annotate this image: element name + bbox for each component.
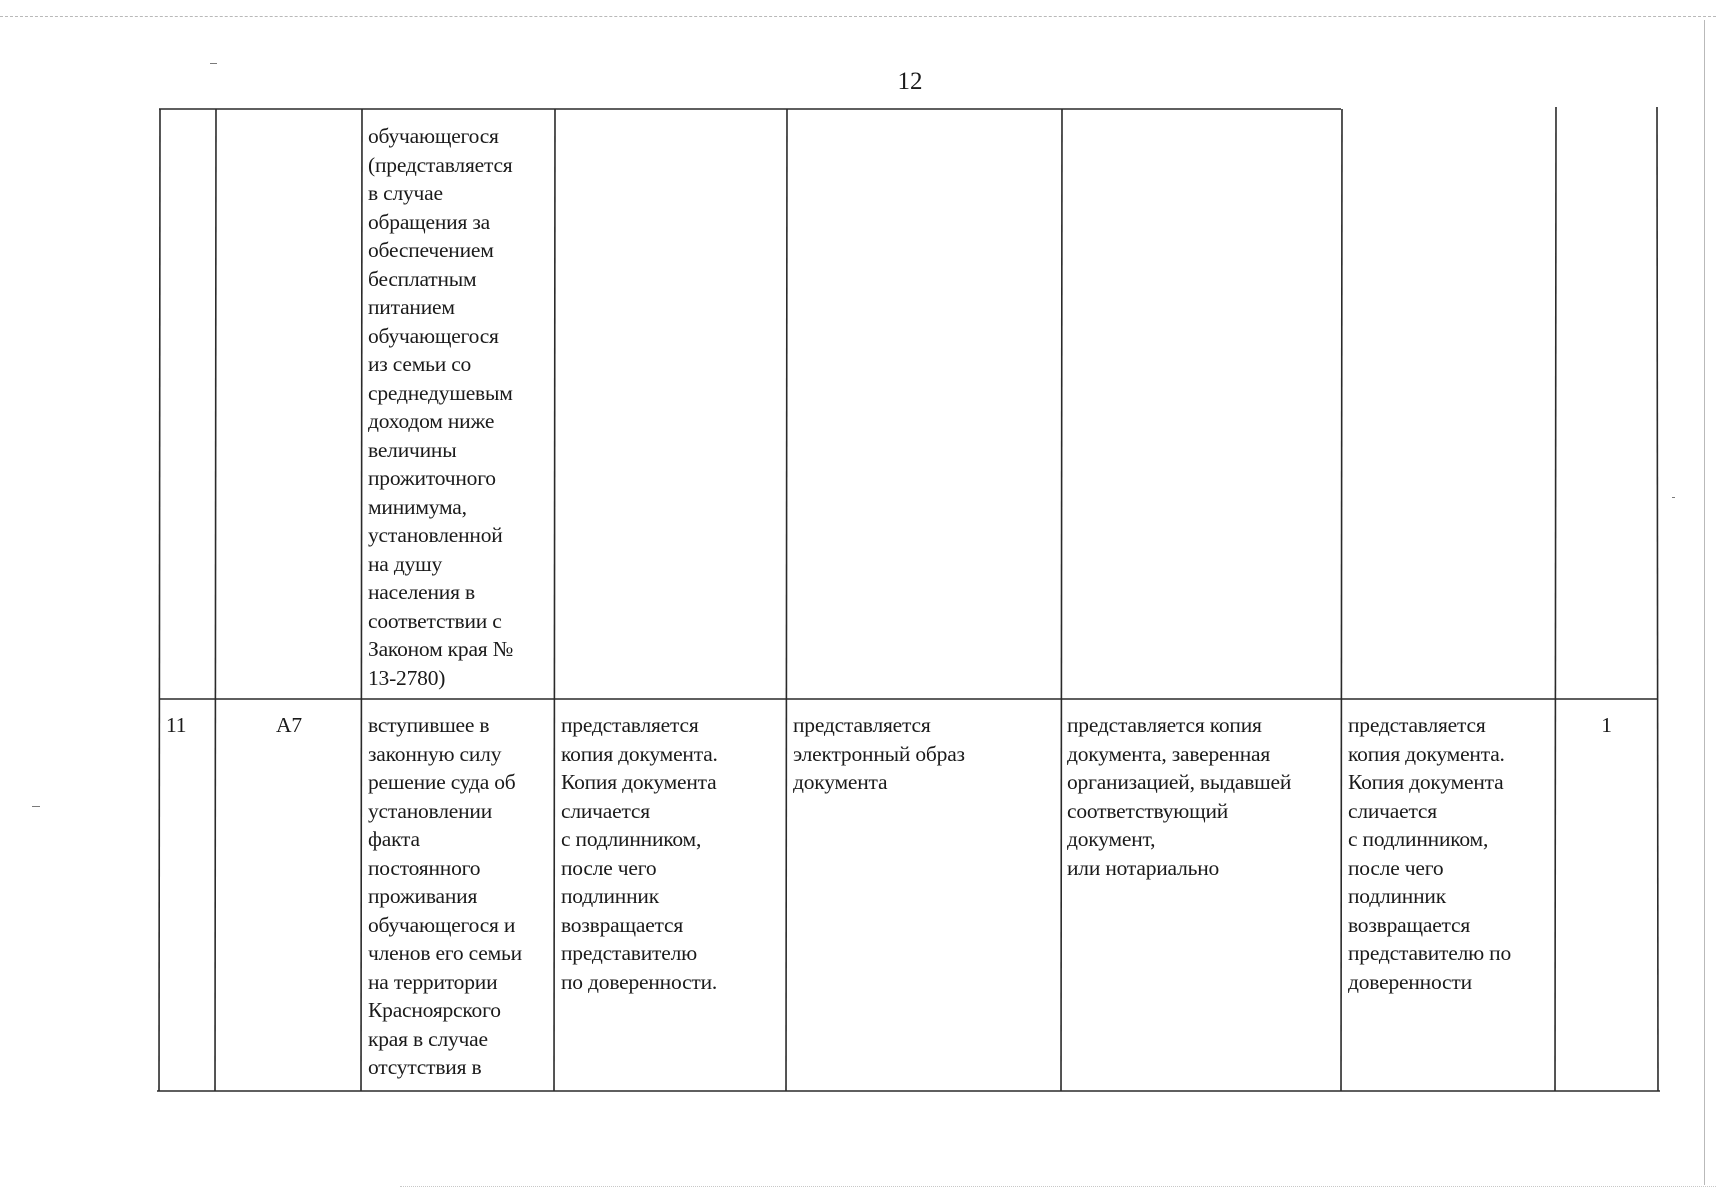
cell-submission-in-person: представляется копия документа. Копия документа сличается с подлинником, после чего подлинник возвращается представителю по доверенности. xyxy=(561,713,718,994)
cell-submission-by-mail: представляется копия документа, заверенная организацией, выдавшей соответствующий документ, или нотариально xyxy=(1067,713,1292,880)
cell-document-code: А7 xyxy=(276,713,302,737)
column-line xyxy=(786,109,787,1091)
column-line xyxy=(361,109,362,1091)
cell-submission-mfc: представляется копия документа. Копия документа сличается с подлинником, после чего подлинник возвращается представителю по доверенности xyxy=(1348,713,1512,994)
column-line xyxy=(215,109,216,1091)
cell-document-name: вступившее в законную силу решение суда об установлении факта постоянного проживания обучающегося и членов его семьи на территории Красноярского края в случае отсутствия в xyxy=(368,713,522,1079)
column-line xyxy=(1061,109,1062,1091)
column-line xyxy=(1341,109,1342,1091)
column-line xyxy=(1555,107,1556,1091)
column-line xyxy=(159,109,160,1091)
cell-document-count: 1 xyxy=(1601,713,1612,737)
page-number: 12 xyxy=(897,68,923,95)
column-line xyxy=(1657,107,1658,1091)
cell-document-continued: обучающегося (представляется в случае обращения за обеспечением бесплатным питанием обучающегося из семьи со среднедушевым доходом ниже величины прожиточного минимума, установленной на душу населения в соответствии с Законом края № 13-2780) xyxy=(368,124,513,690)
cell-row-number: 11 xyxy=(166,713,187,737)
cell-submission-electronic: представляется электронный образ документа xyxy=(793,713,965,794)
column-line xyxy=(554,109,555,1091)
